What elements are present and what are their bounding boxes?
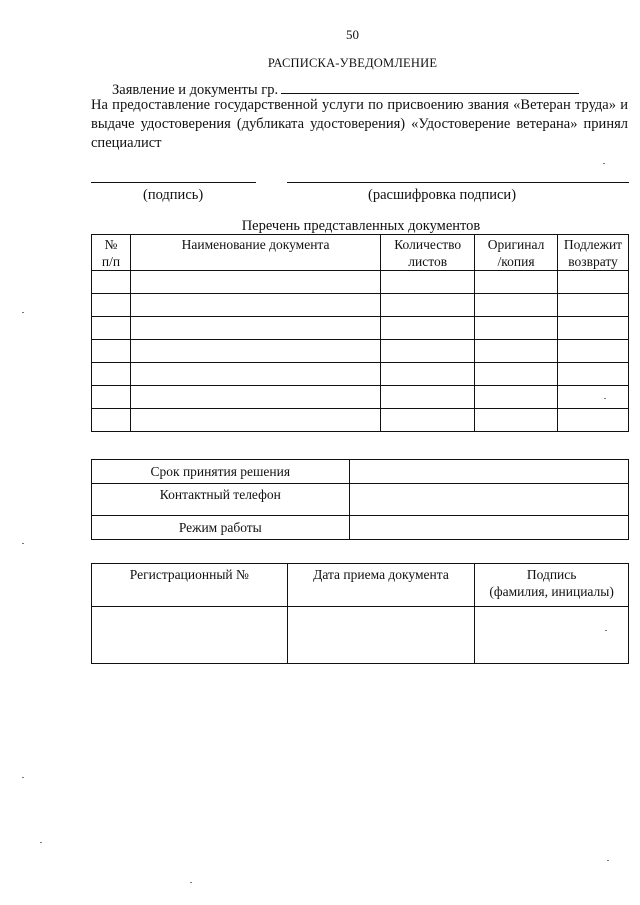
phone-value[interactable] xyxy=(349,484,628,516)
decision-term-value[interactable] xyxy=(349,460,628,484)
signature-decoding-field[interactable] xyxy=(287,182,629,183)
table-cell[interactable] xyxy=(558,386,629,409)
receipt-date-cell[interactable] xyxy=(287,607,475,664)
col-header-original-copy: Оригинал /копия xyxy=(475,235,558,271)
scan-speck xyxy=(190,882,192,883)
signature-decoding-label: (расшифровка подписи) xyxy=(368,187,517,203)
scan-speck xyxy=(22,543,24,544)
scan-speck xyxy=(603,163,605,164)
col-header-sheets: Количество листов xyxy=(381,235,475,271)
col-header-receipt-date: Дата приема документа xyxy=(287,564,475,607)
document-title: РАСПИСКА-УВЕДОМЛЕНИЕ xyxy=(267,56,438,70)
table-cell[interactable] xyxy=(381,317,475,340)
table-cell[interactable] xyxy=(130,271,380,294)
schedule-value[interactable] xyxy=(349,516,628,540)
table-cell[interactable] xyxy=(381,271,475,294)
table-cell[interactable] xyxy=(381,294,475,317)
table-cell[interactable] xyxy=(475,409,558,432)
table-cell[interactable] xyxy=(558,363,629,386)
table-cell[interactable] xyxy=(475,363,558,386)
table-cell[interactable] xyxy=(130,340,380,363)
table-cell[interactable] xyxy=(130,386,380,409)
table-cell[interactable] xyxy=(92,294,131,317)
scan-speck xyxy=(607,860,609,861)
table-cell[interactable] xyxy=(475,271,558,294)
documents-header-row xyxy=(92,235,629,271)
schedule-label: Режим работы xyxy=(92,516,350,540)
table-cell[interactable] xyxy=(558,317,629,340)
table-cell[interactable] xyxy=(475,340,558,363)
table-cell[interactable] xyxy=(558,340,629,363)
table-cell[interactable] xyxy=(381,340,475,363)
table-cell[interactable] xyxy=(92,317,131,340)
table-cell[interactable] xyxy=(130,294,380,317)
table-cell[interactable] xyxy=(558,271,629,294)
info-row-phone xyxy=(92,484,629,516)
documents-list-heading: Перечень представленных документов xyxy=(241,218,481,234)
table-cell[interactable] xyxy=(130,363,380,386)
signature-label: (подпись) xyxy=(143,187,204,203)
signature-cell[interactable] xyxy=(475,607,629,664)
table-row xyxy=(92,340,629,363)
table-cell[interactable] xyxy=(130,317,380,340)
scan-speck xyxy=(22,777,24,778)
table-cell[interactable] xyxy=(475,294,558,317)
col-header-number: № п/п xyxy=(92,235,131,271)
table-row xyxy=(92,386,629,409)
scan-speck xyxy=(22,312,24,313)
table-cell[interactable] xyxy=(475,386,558,409)
scan-speck xyxy=(605,630,607,631)
col-header-returnable: Подлежит возврату xyxy=(558,235,629,271)
info-table xyxy=(91,459,629,540)
scan-speck xyxy=(40,842,42,843)
table-cell[interactable] xyxy=(92,363,131,386)
table-cell[interactable] xyxy=(92,409,131,432)
table-cell[interactable] xyxy=(92,271,131,294)
applicant-label: Заявление и документы гр. xyxy=(112,82,279,98)
reg-number-cell[interactable] xyxy=(92,607,288,664)
table-cell[interactable] xyxy=(92,340,131,363)
col-header-signature: Подпись (фамилия, инициалы) xyxy=(475,564,629,607)
table-cell[interactable] xyxy=(92,386,131,409)
table-cell[interactable] xyxy=(558,409,629,432)
table-row xyxy=(92,409,629,432)
col-header-document-name: Наименование документа xyxy=(130,235,380,271)
info-row-decision-term xyxy=(92,460,629,484)
signature-field[interactable] xyxy=(91,182,256,183)
table-cell[interactable] xyxy=(558,294,629,317)
registration-table xyxy=(91,563,629,664)
phone-label: Контактный телефон xyxy=(92,484,350,516)
service-paragraph: На предоставление государственной услуги по присвоению звания «Ветеран труда» и выдаче удостоверения (дубликата удостоверения) «Удостоверение ветерана» принял специалист xyxy=(91,97,628,151)
page-number: 50 xyxy=(346,27,359,42)
registration-header-row xyxy=(92,564,629,607)
table-cell[interactable] xyxy=(381,409,475,432)
documents-table xyxy=(91,234,629,432)
table-row xyxy=(92,271,629,294)
table-cell[interactable] xyxy=(130,409,380,432)
decision-term-label: Срок принятия решения xyxy=(92,460,350,484)
table-row xyxy=(92,317,629,340)
col-header-reg-number: Регистрационный № xyxy=(92,564,288,607)
table-row xyxy=(92,294,629,317)
table-row xyxy=(92,363,629,386)
registration-entry-row xyxy=(92,607,629,664)
scan-speck xyxy=(604,398,606,399)
info-row-schedule xyxy=(92,516,629,540)
table-cell[interactable] xyxy=(475,317,558,340)
table-cell[interactable] xyxy=(381,363,475,386)
applicant-name-field[interactable] xyxy=(281,80,579,94)
table-cell[interactable] xyxy=(381,386,475,409)
